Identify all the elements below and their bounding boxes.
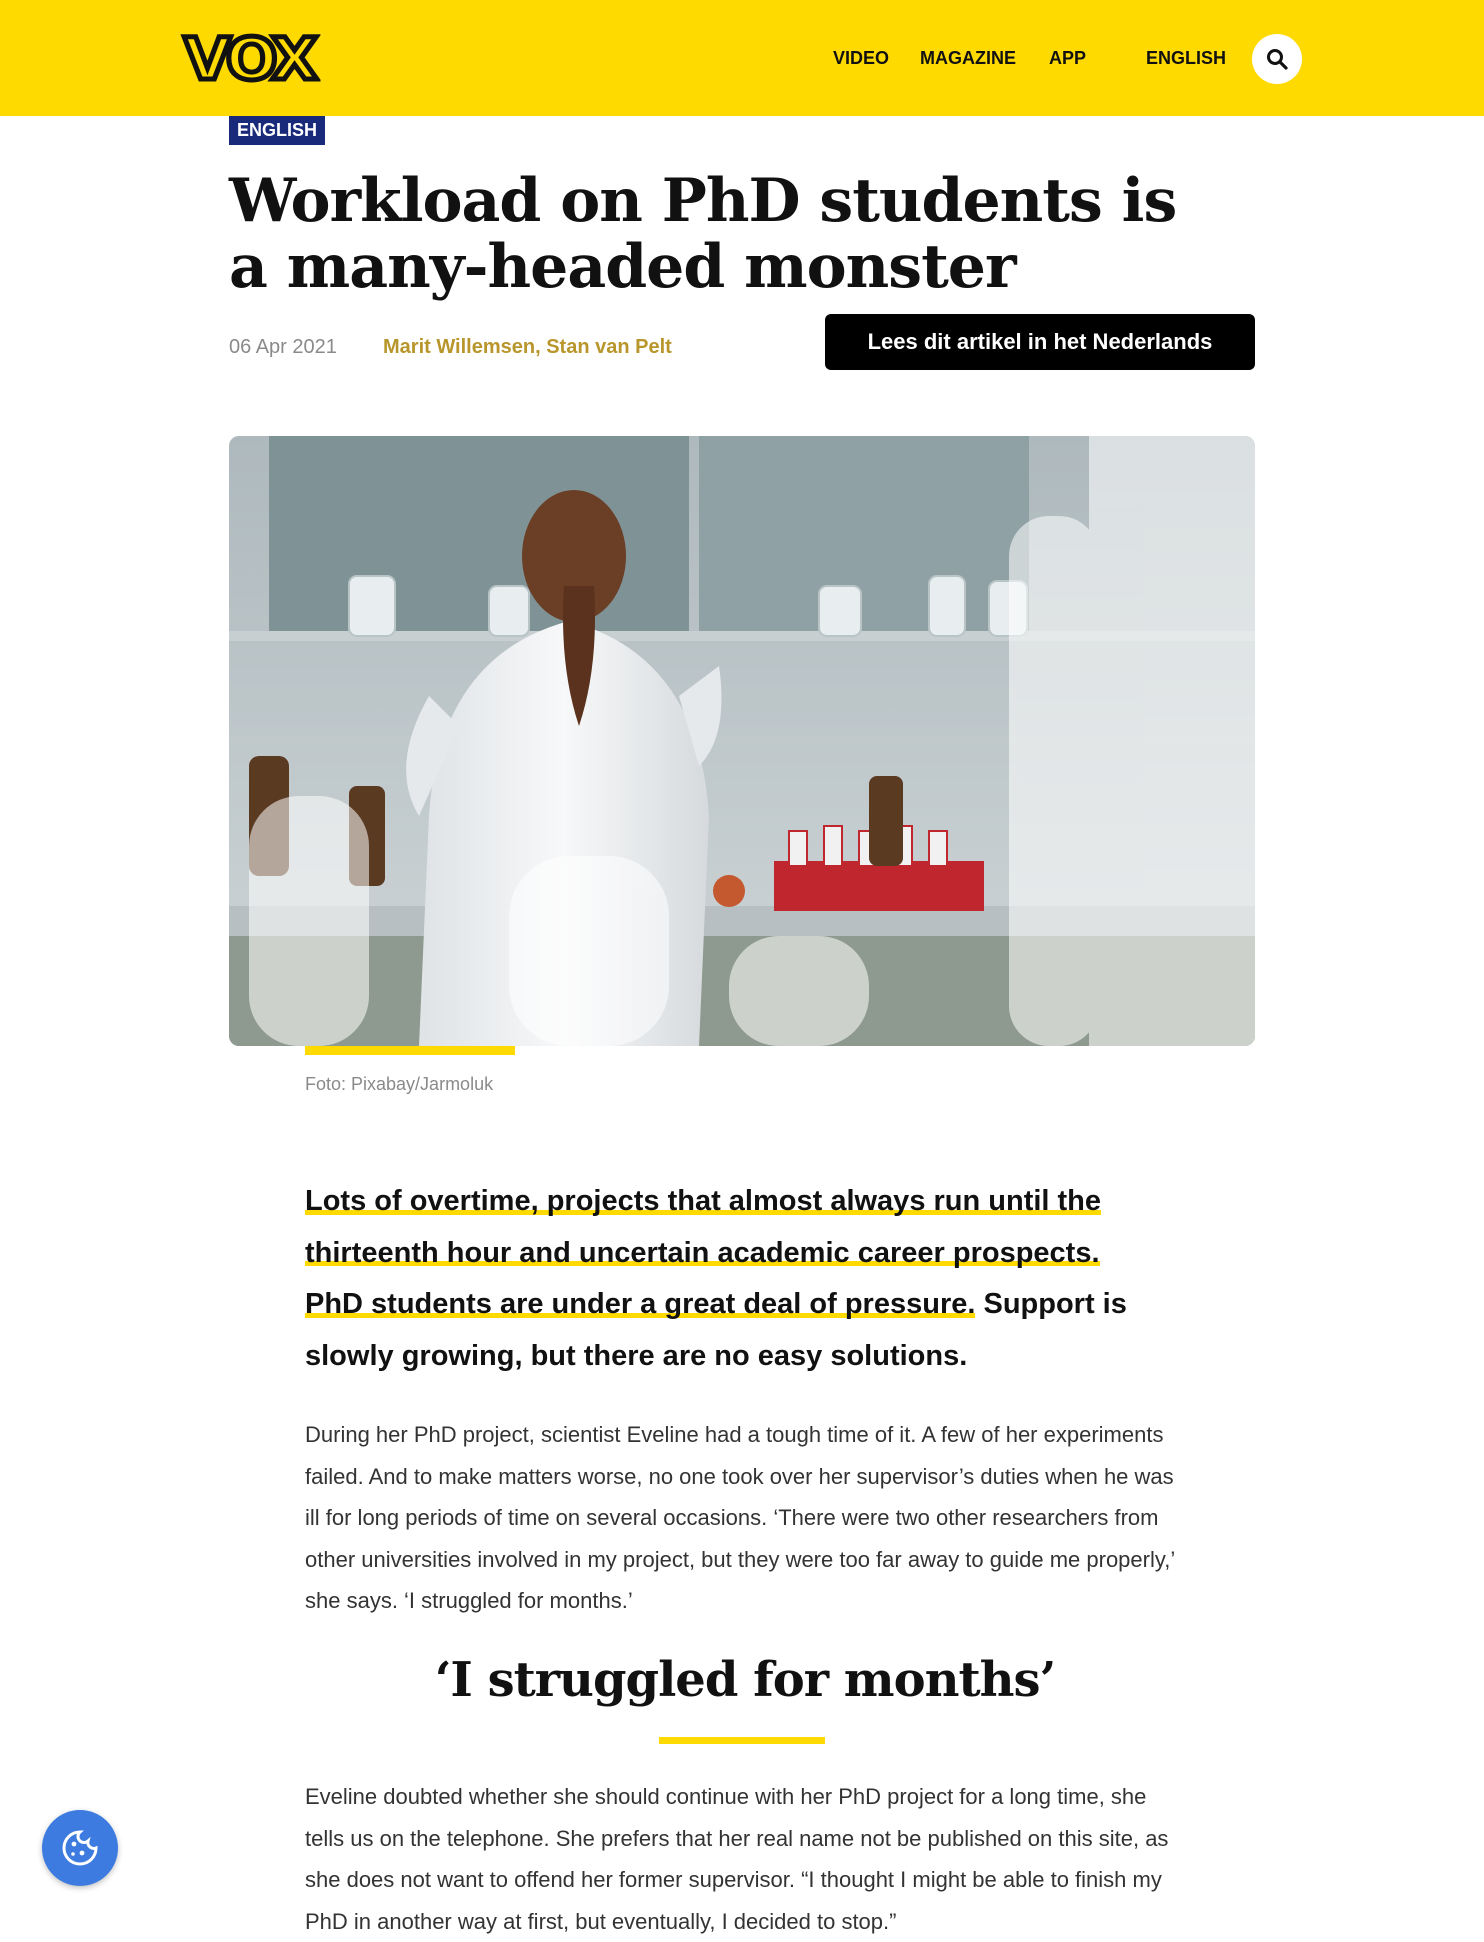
lead-highlight-3: PhD students are under a great deal of pressure. bbox=[305, 1288, 976, 1320]
caption-accent-bar bbox=[305, 1046, 515, 1055]
image-caption: Foto: Pixabay/Jarmoluk bbox=[305, 1074, 494, 1094]
read-in-dutch-button[interactable]: Lees dit artikel in het Nederlands bbox=[825, 314, 1255, 370]
lead-highlight-2: thirteenth hour and uncertain academic career prospects. bbox=[305, 1236, 1100, 1269]
cookie-icon bbox=[60, 1828, 100, 1868]
nav-item-english[interactable]: ENGLISH bbox=[1146, 48, 1227, 68]
article-authors[interactable]: Marit Willemsen, Stan van Pelt bbox=[383, 336, 672, 358]
article-date: 06 Apr 2021 bbox=[229, 336, 337, 358]
subheading-accent-bar bbox=[659, 1737, 825, 1744]
lead-highlight-1: Lots of overtime, projects that almost always run until the bbox=[305, 1185, 1102, 1217]
nav-item-video[interactable]: VIDEO bbox=[833, 48, 890, 68]
vox-logo[interactable] bbox=[183, 25, 314, 93]
article-title: Workload on PhD students is a many-headed monster bbox=[229, 166, 1177, 302]
hero-image bbox=[229, 436, 1255, 1046]
search-icon bbox=[1265, 47, 1289, 71]
lead-rest: Support is slowly growing, but there are no easy solutions. bbox=[305, 1288, 1127, 1372]
article-lead bbox=[305, 1176, 1185, 1382]
article-paragraph-2: Eveline doubted whether she should continue with her PhD project for a long time, she tells us on the telephone. She prefers that her real name not be published on this site, as she does not want to offend her former supervisor. “I thought I might be able to finish my PhD in another way at first, but eventually, I decided to stop.” bbox=[305, 1784, 1169, 1934]
nav-item-magazine[interactable]: MAGAZINE bbox=[920, 48, 1016, 68]
article-paragraph-1: During her PhD project, scientist Eveline had a tough time of it. A few of her experiments failed. And to make matters worse, no one took over her supervisor’s duties when he was ill for long periods of time on several occasions. ‘There were two other researchers from other universities involved in my project, but they were too far away to guide me properly,’ she says. ‘I struggled for months.’ bbox=[305, 1422, 1175, 1613]
category-badge[interactable]: ENGLISH bbox=[229, 116, 325, 145]
site-header bbox=[0, 0, 1484, 116]
logo-text: VOX bbox=[183, 25, 314, 93]
article-subheading: ‘I struggled for months’ bbox=[434, 1652, 1056, 1708]
nav-item-app[interactable]: APP bbox=[1049, 48, 1087, 68]
cookie-settings-button[interactable] bbox=[42, 1810, 118, 1886]
search-button[interactable] bbox=[1252, 34, 1302, 84]
